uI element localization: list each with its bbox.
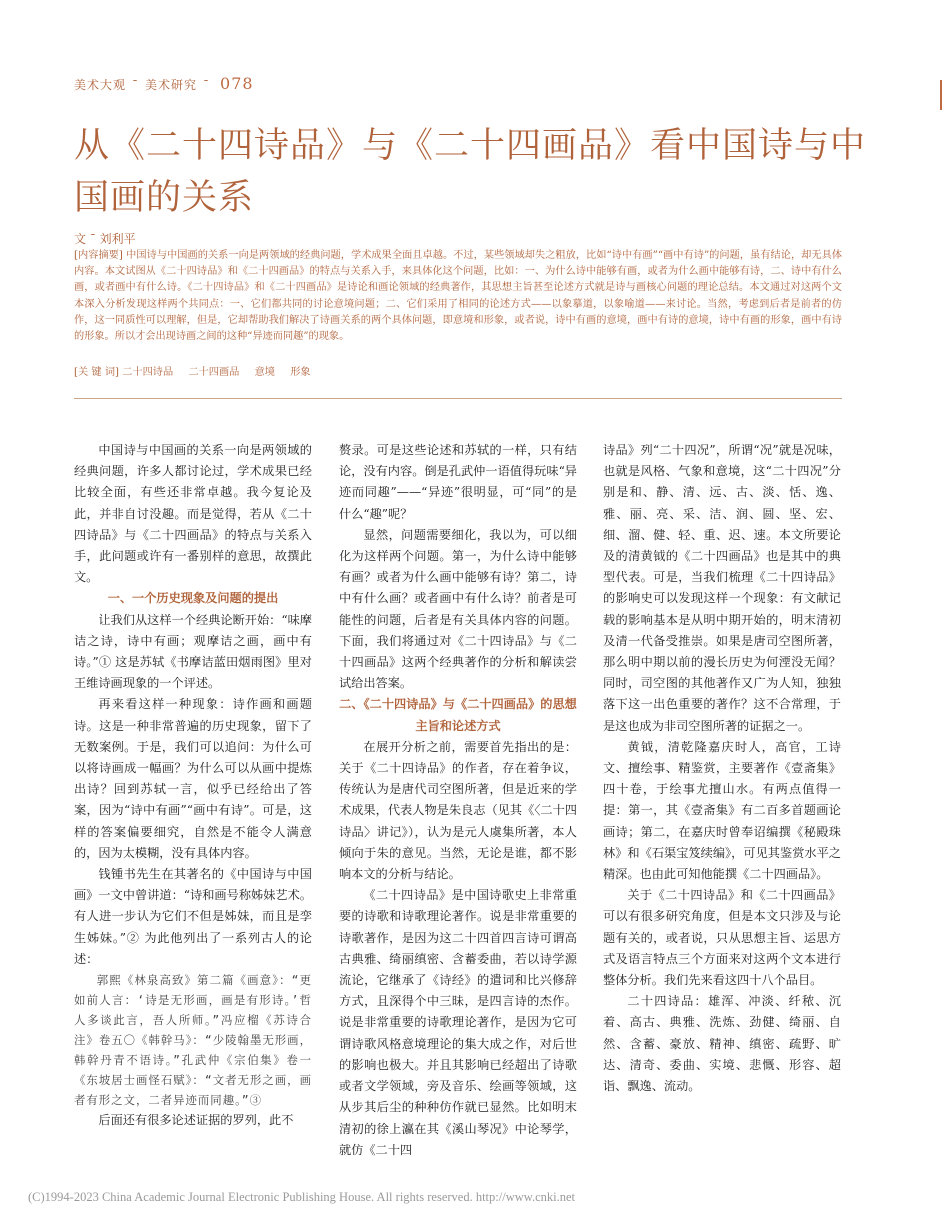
body-column-1 — [74, 440, 312, 1131]
paragraph: 诗品》列“二十四况”，所谓“况”就是况味，也就是风格、气象和意境，这“二十四况”分别是和、静、清、远、古、淡、恬、逸、雅、丽、亮、采、洁、润、圆、坚、宏、细、溜、健、轻、重、迟、速。本文所要论及的清黄钺的《二十四画品》也是其中的典型代表。可是，当我们梳理《二十四诗品》的影响史可以发现这样一个现象：有文献记载的影响基本是从明中期开始的，明末清初及清一代备受推崇。如果是唐司空图所著，那么明中期以前的漫长历史为何湮没无闻？同时，司空图的其他著作又广为人知，独独落下这一出色重要的著作？这不合常理，于是这也成为非司空图所著的证据之一。 — [603, 443, 841, 733]
paragraph: 二十四诗品：雄浑、冲淡、纤秾、沉着、高古、典雅、洗炼、劲健、绮丽、自然、含蓄、豪放、精神、缜密、疏野、旷达、清奇、委曲、实境、悲慨、形容、超诣、飘逸、流动。 — [603, 994, 841, 1094]
divider — [74, 398, 842, 399]
header-separator: ˉ — [132, 78, 140, 92]
paragraph: 再来看这样一种现象：诗作画和画题诗。这是一种非常普遍的历史现象，留下了无数案例。于是，我们可以追问：为什么可以将诗画成一幅画？为什么可以从画中提炼出诗？回到苏轼一言，似乎已经给出了答案，因为“诗中有画”“画中有诗”。可是，这样的答案偏要细究，自然是不能令人满意的，因为太模糊，没有具体内容。 — [74, 697, 312, 860]
paragraph: 在展开分析之前，需要首先指出的是：关于《二十四诗品》的作者，存在着争议，传统认为是唐代司空图所著，但是近来的学术成果，代表人物是朱良志（见其《〈二十四诗品〉讲记》），认为是元人虞集所著，本人倾向于朱的意见。当然，无论是谁，都不影响本文的分析与结论。 — [339, 739, 577, 882]
paragraph: 后面还有很多论述证据的罗列，此不 — [98, 1113, 294, 1128]
paragraph: 赘录。可是这些论述和苏轼的一样，只有结论，没有内容。倒是孔武仲一语值得玩味“异迹而同趣”——“异迹”很明显，可“同”的是什么“趣”呢？ — [339, 443, 577, 521]
keywords — [74, 363, 842, 378]
abstract-label: [内容摘要] — [74, 250, 123, 261]
abstract-text: 中国诗与中国画的关系一向是两领域的经典问题，学术成果全面且卓越。不过，某些领域却失之粗放，比如“诗中有画”“画中有诗”的问题，虽有结论，却无具体内容。本文试图从《二十四诗品》和《二十四画品》的特点与关系入手，来具体化这个问题，比如：一、为什么诗中能够有画，或者为什么画中能够有诗，二、诗中有什么画，或者画中有什么诗。《二十四诗品》和《二十四画品》是诗论和画论领域的经典著作，其思想主旨甚至论述方式就是诗与画核心问题的理论总结。本文通过对这两个文本深入分析发现这样两个共同点：一、它们都共同的讨论意境问题；二、它们采用了相同的论述方式——以象摹道，以象喻道——来讨论。当然，考虑到后者是前者的仿作，这一同质性可以理解，但是，它却帮助我们解决了诗画关系的两个具体问题，即意境和形象，或者说，诗中有画的意境，画中有诗的意境，诗中有画的形象，画中有诗的形象。所以才会出现诗画之间的这种“异迹而同趣”的现象。 — [74, 250, 843, 343]
copyright-footer: (C)1994-2023 China Academic Journal Electronic Publishing House. All rights reserved. http://www.cnki.net — [28, 1190, 576, 1204]
keyword: 二十四诗品 — [122, 367, 174, 378]
keyword: 二十四画品 — [188, 367, 240, 378]
decorative-side-bar — [940, 80, 942, 110]
section-name: 美术研究 — [145, 78, 198, 92]
article-title: 从《二十四诗品》与《二十四画品》看中国诗与中国画的关系 — [74, 126, 867, 218]
section-heading: 一、一个历史现象及问题的提出 — [107, 591, 279, 606]
keywords-label: [关 键 词] — [74, 367, 119, 378]
page-number: 078 — [220, 74, 254, 93]
section-heading: 二、《二十四诗品》与《二十四画品》的思想主旨和论述方式 — [339, 697, 577, 733]
keyword: 意境 — [254, 367, 275, 378]
paragraph: 《二十四诗品》是中国诗歌史上非常重要的诗歌和诗歌理论著作。说是非常重要的诗歌著作，是因为这二十四首四言诗可谓高古典雅、绮丽缜密、含蓄委曲，若以诗学源流论，它继承了《诗经》的遣词和比兴修辞方式，且深得个中三昧，是四言诗的杰作。说是非常重要的诗歌理论著作，是因为它可谓诗歌风格意境理论的集大成之作，对后世的影响也极大。并且其影响已经超出了诗歌或者文学领域，旁及音乐、绘画等领域，这从步其后尘的种种仿作就已显然。比如明末清初的徐上瀛在其《溪山琴况》中论琴学，就仿《二十四 — [339, 888, 577, 1157]
abstract — [74, 248, 842, 345]
header-separator: ˉ — [203, 78, 211, 92]
block-quote: 郭熙《林泉高致》第二篇《画意》：“更如前人言：‘诗是无形画，画是有形诗。’哲人多谈此言，吾人所师。”冯应榴《苏诗合注》卷五〇《韩幹马》：“少陵翰墨无形画，韩幹丹青不语诗。”孔武仲《宗伯集》卷一《东坡居士画怪石赋》：“文者无形之画，画者有形之文，二者异迹而同趣。”③ — [74, 973, 312, 1108]
paragraph: 让我们从这样一个经典论断开始：“味摩诘之诗，诗中有画；观摩诘之画，画中有诗。”① 这是苏轼《书摩诘蓝田烟雨图》里对王维诗画现象的一个评述。 — [74, 612, 312, 691]
keyword: 形象 — [290, 367, 311, 378]
body-column-3 — [603, 440, 841, 1097]
paragraph: 黄钺，清乾隆嘉庆时人，高官，工诗文、擅绘事、精鉴赏，主要著作《壹斋集》四十卷，于绘事尤擅山水。有两点值得一提：第一，其《壹斋集》有二百多首题画论画诗；第二，在嘉庆时曾奉诏编撰《秘殿珠林》和《石渠宝笈续编》，可见其鉴赏水平之精深。也由此可知他能撰《二十四画品》。 — [603, 739, 841, 882]
journal-name: 美术大观 — [74, 78, 127, 92]
running-header — [74, 74, 254, 93]
paragraph: 显然，问题需要细化，我以为，可以细化为这样两个问题。第一，为什么诗中能够有画？或者为什么画中能够有诗？第二，诗中有什么画？或者画中有什么诗？前者是可能性的问题，后者是有关具体内容的问题。下面，我们将通过对《二十四诗品》与《二十四画品》这两个经典著作的分析和解读尝试给出答案。 — [339, 527, 577, 691]
author-line: 文 ˉ 刘利平 — [74, 232, 136, 246]
paragraph: 关于《二十四诗品》和《二十四画品》可以有很多研究角度，但是本文只涉及与论题有关的，或者说，只从思想主旨、运思方式及语言特点三个方面来对这两个文本进行整体分析。我们先来看这四十八个品目。 — [603, 888, 841, 988]
paragraph: 钱锺书先生在其著名的《中国诗与中国画》一文中曾讲道：“诗和画号称姊妹艺术。有人进一步认为它们不但是姊妹，而且是孪生姊妹。”② 为此他列出了一系列古人的论述： — [74, 867, 312, 966]
paragraph: 中国诗与中国画的关系一向是两领域的经典问题，许多人都讨论过，学术成果已经比较全面，有些还非常卓越。我今复论及此，并非自讨没趣。而是觉得，若从《二十四诗品》与《二十四画品》的特点与关系入手，此问题或许有一番别样的意思，故撰此文。 — [74, 443, 312, 585]
body-column-2 — [339, 440, 577, 1161]
